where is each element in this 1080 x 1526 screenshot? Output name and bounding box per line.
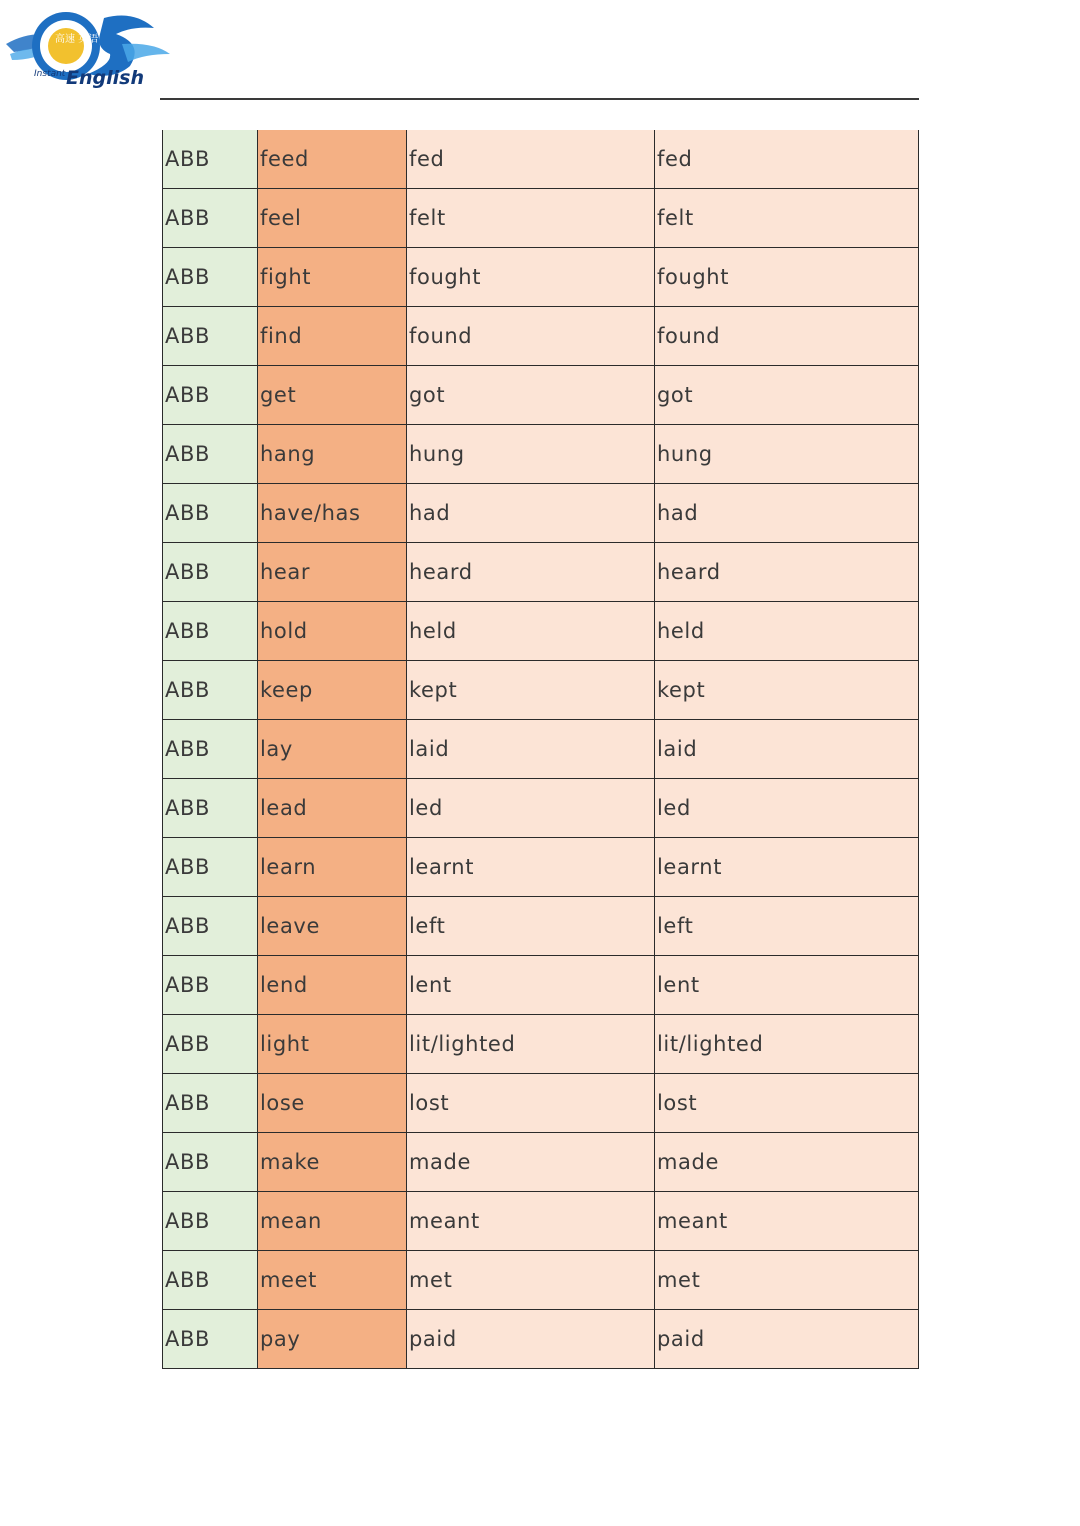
past-tense-cell: held	[407, 602, 655, 661]
past-participle-cell: left	[655, 897, 919, 956]
logo-brand-text: English	[66, 67, 144, 89]
past-tense-cell: left	[407, 897, 655, 956]
verb-type-cell: ABB	[163, 838, 258, 897]
past-participle-cell: hung	[655, 425, 919, 484]
table-row	[163, 779, 919, 838]
past-tense-cell: got	[407, 366, 655, 425]
table-row	[163, 838, 919, 897]
base-form-cell: lay	[258, 720, 407, 779]
base-form-cell: get	[258, 366, 407, 425]
past-participle-cell: met	[655, 1251, 919, 1310]
table-row	[163, 1192, 919, 1251]
past-tense-cell: hung	[407, 425, 655, 484]
past-tense-cell: had	[407, 484, 655, 543]
header-divider	[160, 98, 919, 100]
verb-type-cell: ABB	[163, 484, 258, 543]
base-form-cell: learn	[258, 838, 407, 897]
irregular-verbs-table	[162, 130, 919, 1369]
verb-type-cell: ABB	[163, 307, 258, 366]
base-form-cell: pay	[258, 1310, 407, 1369]
past-participle-cell: found	[655, 307, 919, 366]
verb-type-cell: ABB	[163, 720, 258, 779]
past-participle-cell: kept	[655, 661, 919, 720]
base-form-cell: leave	[258, 897, 407, 956]
table-row	[163, 189, 919, 248]
table-row	[163, 1251, 919, 1310]
table-row	[163, 602, 919, 661]
base-form-cell: fight	[258, 248, 407, 307]
verb-type-cell: ABB	[163, 425, 258, 484]
verb-type-cell: ABB	[163, 1192, 258, 1251]
past-tense-cell: learnt	[407, 838, 655, 897]
past-participle-cell: made	[655, 1133, 919, 1192]
past-participle-cell: meant	[655, 1192, 919, 1251]
verb-type-cell: ABB	[163, 189, 258, 248]
past-participle-cell: fed	[655, 130, 919, 189]
table-row	[163, 1133, 919, 1192]
past-tense-cell: made	[407, 1133, 655, 1192]
verb-type-cell: ABB	[163, 897, 258, 956]
past-tense-cell: laid	[407, 720, 655, 779]
past-tense-cell: met	[407, 1251, 655, 1310]
past-participle-cell: heard	[655, 543, 919, 602]
base-form-cell: feed	[258, 130, 407, 189]
past-participle-cell: lit/lighted	[655, 1015, 919, 1074]
past-participle-cell: held	[655, 602, 919, 661]
base-form-cell: lend	[258, 956, 407, 1015]
verb-type-cell: ABB	[163, 1133, 258, 1192]
table-row	[163, 248, 919, 307]
verb-type-cell: ABB	[163, 543, 258, 602]
table-row	[163, 956, 919, 1015]
base-form-cell: hear	[258, 543, 407, 602]
past-tense-cell: lent	[407, 956, 655, 1015]
logo-graphic	[4, 4, 174, 94]
base-form-cell: have/has	[258, 484, 407, 543]
verb-type-cell: ABB	[163, 602, 258, 661]
past-tense-cell: lost	[407, 1074, 655, 1133]
verb-type-cell: ABB	[163, 956, 258, 1015]
verb-type-cell: ABB	[163, 248, 258, 307]
past-tense-cell: fed	[407, 130, 655, 189]
verb-rows	[163, 130, 919, 1369]
table-row	[163, 130, 919, 189]
base-form-cell: hang	[258, 425, 407, 484]
base-form-cell: lead	[258, 779, 407, 838]
table-row	[163, 720, 919, 779]
past-participle-cell: led	[655, 779, 919, 838]
base-form-cell: hold	[258, 602, 407, 661]
past-participle-cell: had	[655, 484, 919, 543]
table-row	[163, 1015, 919, 1074]
verb-type-cell: ABB	[163, 661, 258, 720]
past-tense-cell: found	[407, 307, 655, 366]
past-participle-cell: laid	[655, 720, 919, 779]
table-row	[163, 425, 919, 484]
past-tense-cell: led	[407, 779, 655, 838]
base-form-cell: find	[258, 307, 407, 366]
table-row	[163, 543, 919, 602]
logo-badge-text: ⾼速 英语	[55, 34, 99, 45]
verb-type-cell: ABB	[163, 1251, 258, 1310]
verb-type-cell: ABB	[163, 366, 258, 425]
table-row	[163, 1310, 919, 1369]
past-participle-cell: paid	[655, 1310, 919, 1369]
past-participle-cell: learnt	[655, 838, 919, 897]
verb-type-cell: ABB	[163, 1015, 258, 1074]
table-row	[163, 484, 919, 543]
logo-script-text: Instant	[34, 69, 66, 79]
past-participle-cell: lent	[655, 956, 919, 1015]
verb-type-cell: ABB	[163, 779, 258, 838]
table-row	[163, 1074, 919, 1133]
instant-english-logo	[4, 4, 174, 94]
verb-type-cell: ABB	[163, 1074, 258, 1133]
base-form-cell: make	[258, 1133, 407, 1192]
base-form-cell: meet	[258, 1251, 407, 1310]
past-participle-cell: fought	[655, 248, 919, 307]
base-form-cell: light	[258, 1015, 407, 1074]
past-tense-cell: kept	[407, 661, 655, 720]
past-tense-cell: felt	[407, 189, 655, 248]
base-form-cell: mean	[258, 1192, 407, 1251]
verb-type-cell: ABB	[163, 130, 258, 189]
base-form-cell: feel	[258, 189, 407, 248]
past-tense-cell: heard	[407, 543, 655, 602]
past-tense-cell: paid	[407, 1310, 655, 1369]
table-row	[163, 307, 919, 366]
base-form-cell: keep	[258, 661, 407, 720]
past-participle-cell: lost	[655, 1074, 919, 1133]
past-participle-cell: felt	[655, 189, 919, 248]
past-tense-cell: meant	[407, 1192, 655, 1251]
past-tense-cell: fought	[407, 248, 655, 307]
base-form-cell: lose	[258, 1074, 407, 1133]
past-participle-cell: got	[655, 366, 919, 425]
past-tense-cell: lit/lighted	[407, 1015, 655, 1074]
table-row	[163, 366, 919, 425]
table-row	[163, 897, 919, 956]
verb-type-cell: ABB	[163, 1310, 258, 1369]
table-row	[163, 661, 919, 720]
